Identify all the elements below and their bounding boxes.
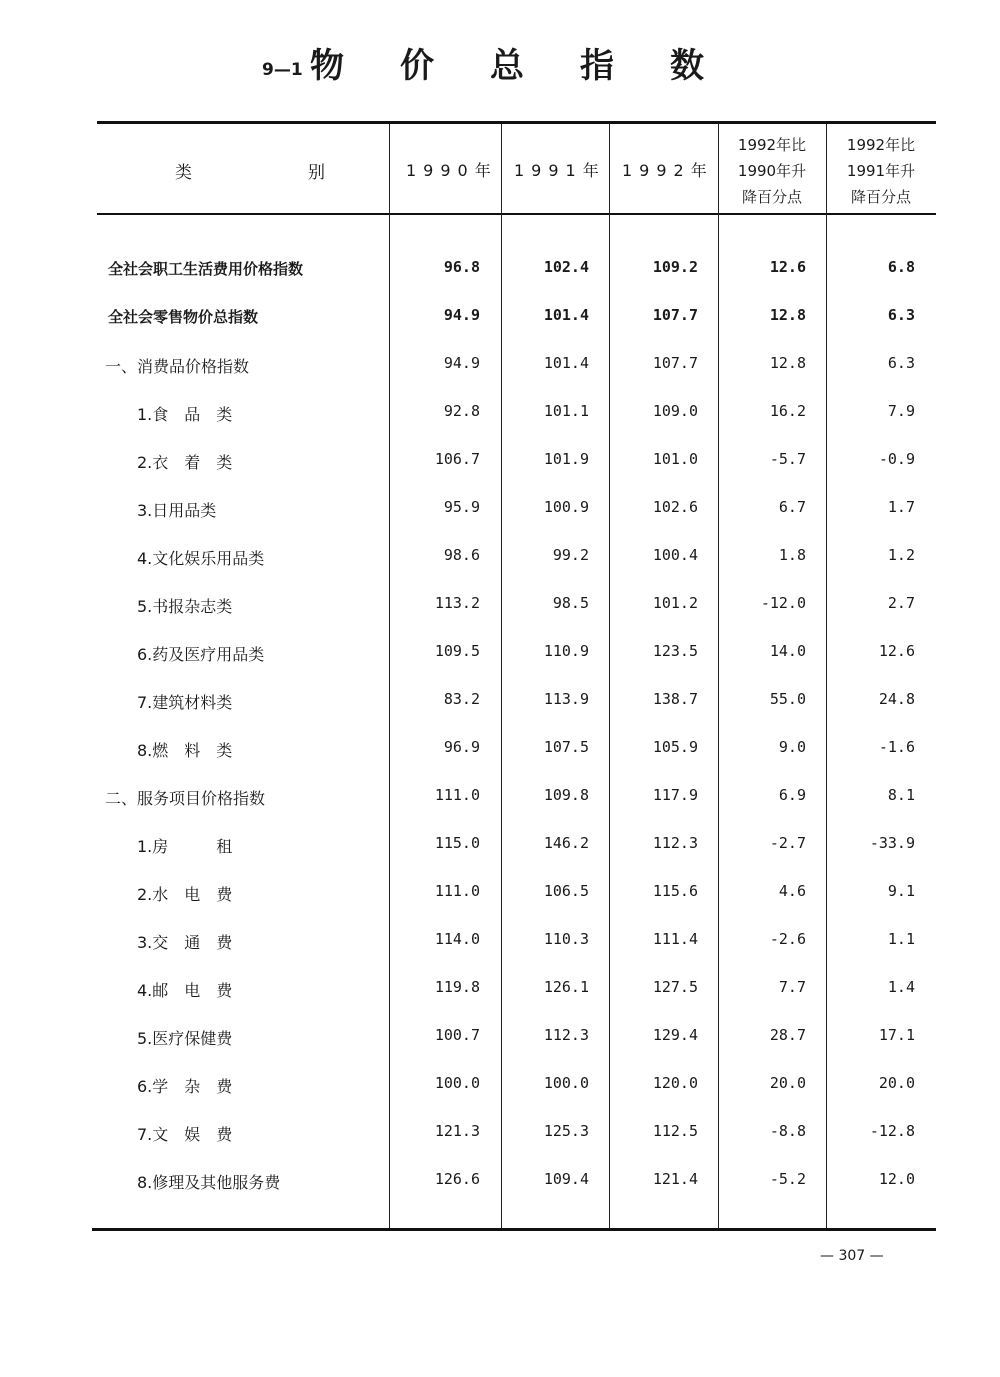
row-value: 101.9 <box>543 450 589 468</box>
row-value: 120.0 <box>652 1074 698 1092</box>
table-row <box>0 546 1000 576</box>
row-value: -8.8 <box>769 1122 806 1140</box>
row-value: 2.7 <box>887 594 915 612</box>
row-label: 二、服务项目价格指数 <box>105 789 266 808</box>
row-value: 1.4 <box>887 978 915 996</box>
row-value: 7.9 <box>887 402 915 420</box>
row-label: 5.医疗保健费 <box>137 1029 233 1048</box>
row-value: 121.3 <box>434 1122 480 1140</box>
row-value: 12.6 <box>878 642 915 660</box>
row-value: 102.4 <box>543 258 589 276</box>
row-value: 106.5 <box>543 882 589 900</box>
row-label: 一、消费品价格指数 <box>105 357 250 376</box>
row-value: 1.1 <box>887 930 915 948</box>
table-row <box>0 642 1000 672</box>
table-row <box>0 1170 1000 1200</box>
row-value: 113.2 <box>434 594 480 612</box>
table-row <box>0 738 1000 768</box>
row-label: 3.日用品类 <box>137 501 217 520</box>
row-value: 12.8 <box>769 306 806 324</box>
row-value: 28.7 <box>769 1026 806 1044</box>
row-value: 101.2 <box>652 594 698 612</box>
row-value: 110.3 <box>543 930 589 948</box>
table-row <box>0 930 1000 960</box>
table-number: 9—1 <box>262 60 303 80</box>
row-value: -5.7 <box>769 450 806 468</box>
header-year-1990: 1990年 <box>406 161 498 180</box>
row-value: 119.8 <box>434 978 480 996</box>
column-divider <box>501 124 502 1228</box>
row-value: 107.5 <box>543 738 589 756</box>
row-value: 1.7 <box>887 498 915 516</box>
table-row <box>0 1026 1000 1056</box>
row-label: 1.房 租 <box>137 837 233 856</box>
table-row <box>0 834 1000 864</box>
row-value: 12.8 <box>769 354 806 372</box>
row-value: 129.4 <box>652 1026 698 1044</box>
row-value: 17.1 <box>878 1026 915 1044</box>
header-category <box>175 158 325 183</box>
row-label: 全社会职工生活费用价格指数 <box>108 260 304 278</box>
header-category-char: 类 <box>175 163 192 183</box>
row-value: 101.4 <box>543 306 589 324</box>
row-value: 99.2 <box>552 546 589 564</box>
table-row <box>0 1122 1000 1152</box>
row-value: 6.3 <box>887 354 915 372</box>
row-value: 83.2 <box>443 690 480 708</box>
row-value: 96.9 <box>443 738 480 756</box>
row-value: 115.0 <box>434 834 480 852</box>
row-value: 117.9 <box>652 786 698 804</box>
row-value: 6.7 <box>778 498 806 516</box>
row-value: 126.6 <box>434 1170 480 1188</box>
row-label: 6.学 杂 费 <box>137 1077 233 1096</box>
row-value: 98.6 <box>443 546 480 564</box>
row-value: 1.2 <box>887 546 915 564</box>
row-value: 110.9 <box>543 642 589 660</box>
column-divider <box>389 124 390 1228</box>
row-value: 92.8 <box>443 402 480 420</box>
table-row <box>0 882 1000 912</box>
row-value: 20.0 <box>769 1074 806 1092</box>
row-value: 109.4 <box>543 1170 589 1188</box>
row-value: -33.9 <box>869 834 915 852</box>
column-divider <box>826 124 827 1228</box>
row-value: 6.3 <box>887 306 915 324</box>
row-value: 101.0 <box>652 450 698 468</box>
row-value: -2.7 <box>769 834 806 852</box>
row-value: 138.7 <box>652 690 698 708</box>
row-value: 95.9 <box>443 498 480 516</box>
row-label: 4.邮 电 费 <box>137 981 233 1000</box>
row-value: 14.0 <box>769 642 806 660</box>
row-label: 8.修理及其他服务费 <box>137 1173 281 1192</box>
row-value: 6.8 <box>887 258 915 276</box>
row-value: 112.3 <box>543 1026 589 1044</box>
row-value: 8.1 <box>887 786 915 804</box>
row-value: 111.0 <box>434 882 480 900</box>
row-value: 126.1 <box>543 978 589 996</box>
row-value: 24.8 <box>878 690 915 708</box>
row-value: -0.9 <box>878 450 915 468</box>
row-value: 109.2 <box>652 258 698 276</box>
row-value: -12.0 <box>760 594 806 612</box>
row-value: 111.0 <box>434 786 480 804</box>
row-value: 98.5 <box>552 594 589 612</box>
table-row <box>0 402 1000 432</box>
row-value: 96.8 <box>443 258 480 276</box>
row-value: 146.2 <box>543 834 589 852</box>
header-pct-vs-1990: 1992年比 1990年升 降百分点 <box>737 136 807 206</box>
row-value: 101.1 <box>543 402 589 420</box>
header-rule <box>97 213 936 215</box>
row-value: 115.6 <box>652 882 698 900</box>
row-value: -2.6 <box>769 930 806 948</box>
row-value: -5.2 <box>769 1170 806 1188</box>
row-value: 100.0 <box>434 1074 480 1092</box>
row-value: 125.3 <box>543 1122 589 1140</box>
row-value: 111.4 <box>652 930 698 948</box>
row-value: 6.9 <box>778 786 806 804</box>
row-label: 6.药及医疗用品类 <box>137 645 265 664</box>
row-label: 7.文 娱 费 <box>137 1125 233 1144</box>
row-value: -12.8 <box>869 1122 915 1140</box>
table-row <box>0 690 1000 720</box>
row-label: 1.食 品 类 <box>137 405 233 424</box>
row-value: 109.8 <box>543 786 589 804</box>
row-value: 20.0 <box>878 1074 915 1092</box>
page-number: — 307 — <box>820 1248 884 1264</box>
table-title: 物价总指数 <box>310 46 760 86</box>
row-value: 100.4 <box>652 546 698 564</box>
header-year-1992: 1992年 <box>622 161 714 180</box>
row-value: 7.7 <box>778 978 806 996</box>
row-value: 100.0 <box>543 1074 589 1092</box>
table-row <box>0 594 1000 624</box>
row-value: 109.5 <box>434 642 480 660</box>
row-value: 121.4 <box>652 1170 698 1188</box>
row-value: 55.0 <box>769 690 806 708</box>
row-value: 107.7 <box>652 306 698 324</box>
row-value: 12.0 <box>878 1170 915 1188</box>
row-label: 3.交 通 费 <box>137 933 233 952</box>
row-value: 105.9 <box>652 738 698 756</box>
row-value: 107.7 <box>652 354 698 372</box>
row-value: 112.3 <box>652 834 698 852</box>
table-row <box>0 1074 1000 1104</box>
row-value: 112.5 <box>652 1122 698 1140</box>
bottom-rule <box>92 1228 936 1231</box>
row-value: 100.7 <box>434 1026 480 1044</box>
row-value: 4.6 <box>778 882 806 900</box>
row-value: 123.5 <box>652 642 698 660</box>
row-value: 9.1 <box>887 882 915 900</box>
column-divider <box>718 124 719 1228</box>
row-value: 106.7 <box>434 450 480 468</box>
page-title <box>0 38 1000 98</box>
row-value: 16.2 <box>769 402 806 420</box>
row-value: 113.9 <box>543 690 589 708</box>
table-row <box>0 258 1000 288</box>
header-year-1991: 1991年 <box>514 161 606 180</box>
table-row <box>0 354 1000 384</box>
row-value: 127.5 <box>652 978 698 996</box>
row-label: 2.衣 着 类 <box>137 453 233 472</box>
row-value: 94.9 <box>443 354 480 372</box>
row-label: 8.燃 料 类 <box>137 741 233 760</box>
row-value: 100.9 <box>543 498 589 516</box>
row-label: 2.水 电 费 <box>137 885 233 904</box>
row-label: 4.文化娱乐用品类 <box>137 549 265 568</box>
row-value: 94.9 <box>443 306 480 324</box>
table-row <box>0 978 1000 1008</box>
row-value: 114.0 <box>434 930 480 948</box>
row-value: 9.0 <box>778 738 806 756</box>
header-pct-vs-1991: 1992年比 1991年升 降百分点 <box>846 136 916 206</box>
header-category-char: 别 <box>308 163 325 183</box>
row-label: 7.建筑材料类 <box>137 693 233 712</box>
top-rule <box>97 121 936 124</box>
table-row <box>0 786 1000 816</box>
row-value: -1.6 <box>878 738 915 756</box>
row-value: 102.6 <box>652 498 698 516</box>
table-row <box>0 306 1000 336</box>
table-row <box>0 450 1000 480</box>
row-label: 全社会零售物价总指数 <box>108 308 259 326</box>
table-row <box>0 498 1000 528</box>
row-label: 5.书报杂志类 <box>137 597 233 616</box>
row-value: 12.6 <box>769 258 806 276</box>
row-value: 1.8 <box>778 546 806 564</box>
row-value: 101.4 <box>543 354 589 372</box>
column-divider <box>609 124 610 1228</box>
row-value: 109.0 <box>652 402 698 420</box>
